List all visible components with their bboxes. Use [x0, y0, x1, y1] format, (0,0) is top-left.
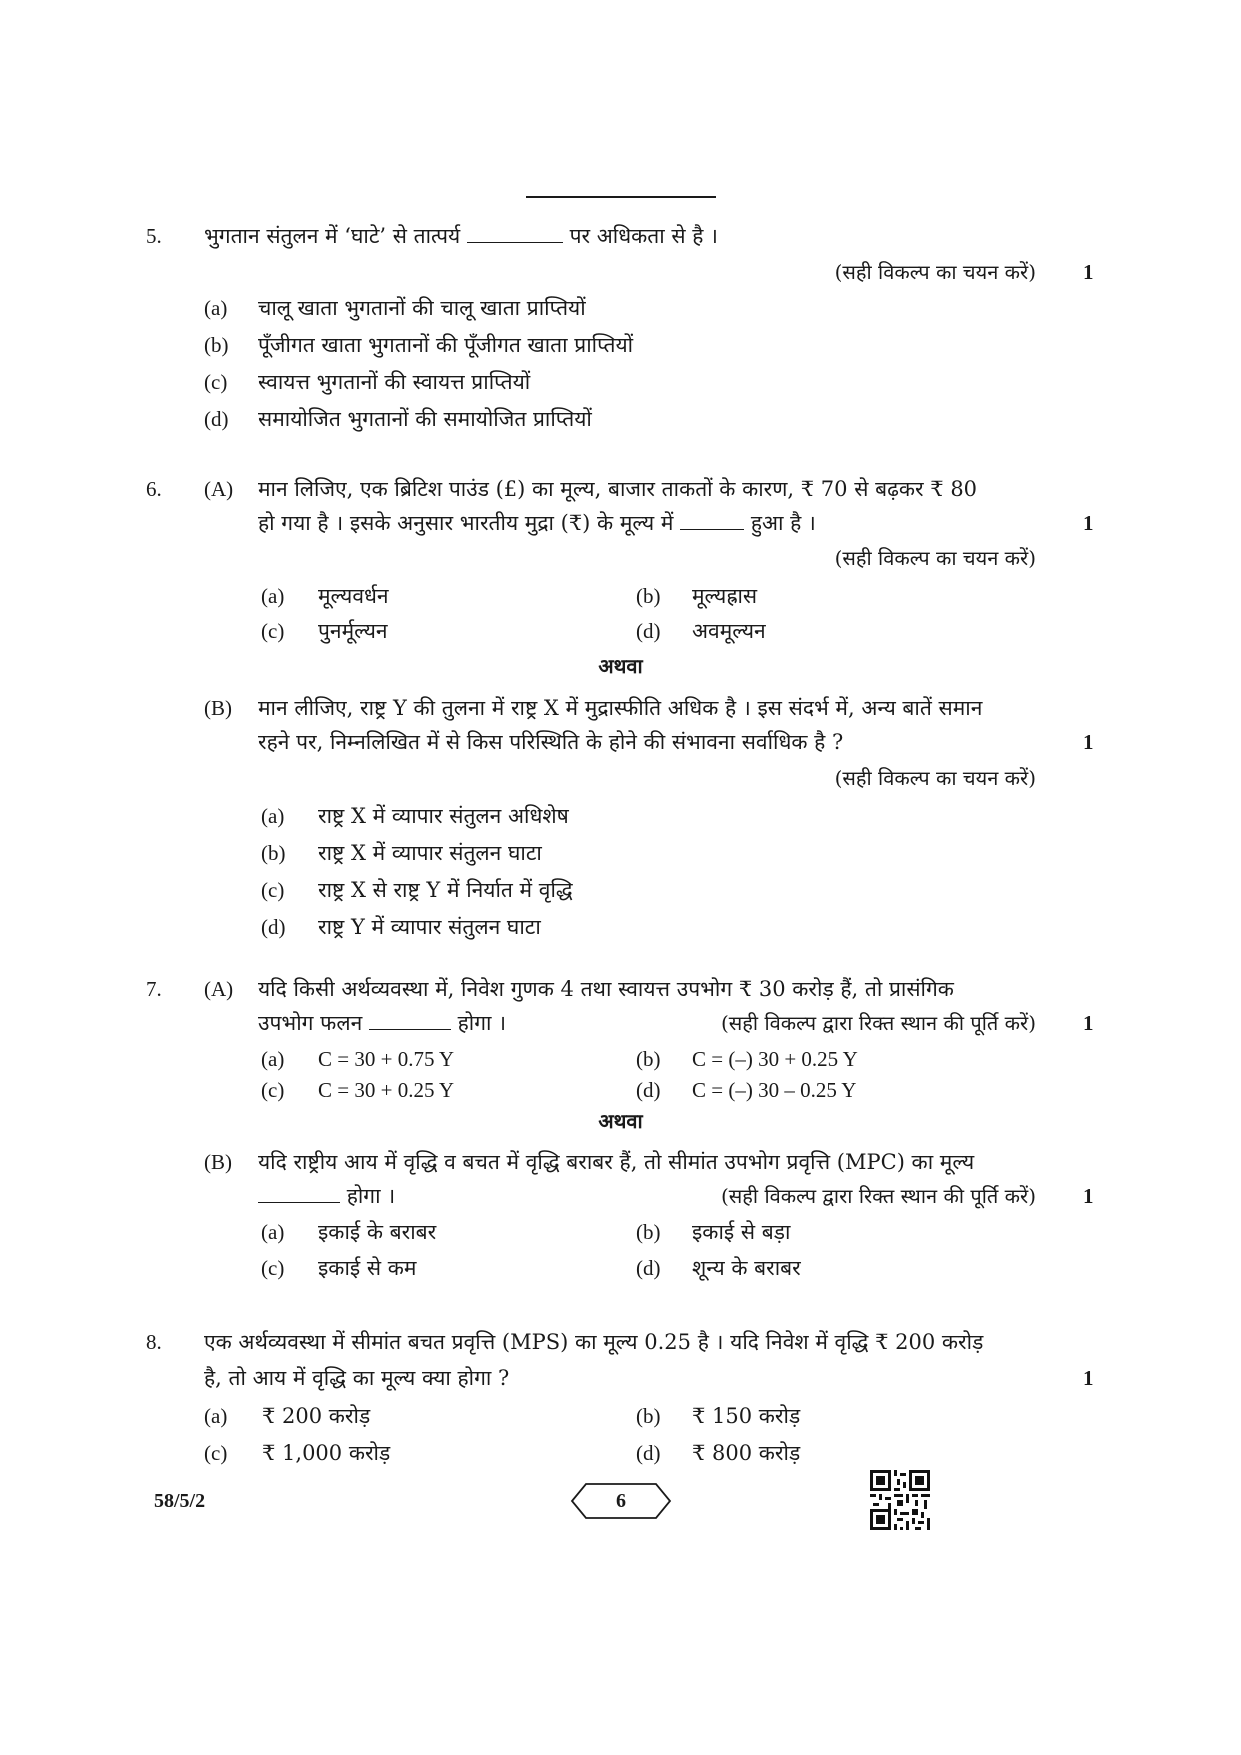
or-separator: अथवा — [598, 1109, 643, 1133]
option-text: पुनर्मूल्यन — [318, 619, 388, 643]
option-label: (b) — [204, 333, 229, 357]
option-text: चालू खाता भुगतानों की चालू खाता प्राप्तियों — [258, 296, 586, 320]
marks: 1 — [1083, 730, 1094, 754]
answer-blank — [467, 224, 563, 243]
option-label: (d) — [636, 1078, 661, 1102]
section-divider — [526, 196, 716, 198]
question-text-part: पर अधिकता से है । — [569, 224, 719, 248]
option-label: (c) — [204, 1441, 228, 1465]
option-label: (c) — [261, 1256, 285, 1280]
instruction-hint: (सही विकल्प द्वारा रिक्त स्थान की पूर्ति करें) — [720, 1011, 1036, 1035]
option-label: (c) — [261, 619, 285, 643]
option-text: ₹ 200 करोड़ — [262, 1404, 371, 1428]
option-text: इकाई के बराबर — [318, 1220, 437, 1244]
page-number: 6 — [616, 1490, 626, 1512]
question-text: एक अर्थव्यवस्था में सीमांत बचत प्रवृत्ति (MPS) का मूल्य 0.25 है । यदि निवेश में वृद्धि ₹ 200 करोड़ — [204, 1330, 984, 1354]
marks: 1 — [1083, 511, 1094, 535]
question-text-part: होगा । — [346, 1184, 396, 1208]
option-text: समायोजित भुगतानों की समायोजित प्राप्तियों — [258, 407, 592, 431]
question-number: 8. — [146, 1330, 162, 1354]
option-text: राष्ट्र X में व्यापार संतुलन घाटा — [318, 841, 542, 865]
marks: 1 — [1083, 1366, 1094, 1390]
sub-question-label: (B) — [204, 696, 232, 720]
option-label: (c) — [261, 1078, 285, 1102]
option-text: ₹ 150 करोड़ — [692, 1404, 801, 1428]
question-text — [258, 1009, 506, 1037]
sub-question-label: (B) — [204, 1150, 232, 1174]
question-number: 5. — [146, 224, 162, 248]
option-label: (a) — [261, 804, 285, 828]
option-text: शून्य के बराबर — [692, 1256, 801, 1280]
option-label: (d) — [636, 619, 661, 643]
option-label: (d) — [204, 407, 229, 431]
option-text: पूँजीगत खाता भुगतानों की पूँजीगत खाता प्राप्तियों — [258, 333, 634, 357]
option-label: (a) — [204, 1404, 228, 1428]
qr-code-icon — [870, 1470, 930, 1530]
option-text: राष्ट्र X से राष्ट्र Y में निर्यात में वृद्धि — [318, 878, 573, 902]
answer-blank — [680, 511, 744, 530]
marks: 1 — [1083, 1184, 1094, 1208]
option-label: (a) — [204, 296, 228, 320]
option-text: मूल्यवर्धन — [318, 584, 389, 608]
sub-question-label: (A) — [204, 977, 234, 1001]
option-label: (b) — [636, 584, 661, 608]
option-text: C = (–) 30 – 0.25 Y — [692, 1078, 857, 1102]
question-number: 6. — [146, 477, 162, 501]
sub-question-label: (A) — [204, 477, 234, 501]
option-label: (d) — [636, 1441, 661, 1465]
question-text-part: हुआ है । — [750, 511, 816, 535]
answer-blank — [258, 1184, 340, 1203]
question-text: यदि किसी अर्थव्यवस्था में, निवेश गुणक 4 तथा स्वायत्त उपभोग ₹ 30 करोड़ हैं, तो प्रासंगिक — [258, 977, 954, 1001]
option-text: अवमूल्यन — [692, 619, 766, 643]
option-text: मूल्यह्रास — [692, 584, 758, 608]
answer-blank — [369, 1011, 451, 1030]
question-text: रहने पर, निम्नलिखित में से किस परिस्थिति के होने की संभावना सर्वाधिक है ? — [258, 730, 844, 754]
question-text — [204, 222, 718, 250]
qr-code — [870, 1470, 930, 1534]
instruction-hint: (सही विकल्प का चयन करें) — [834, 766, 1036, 790]
question-text: मान लिजिए, एक ब्रिटिश पाउंड (£) का मूल्य, बाजार ताकतों के कारण, ₹ 70 से बढ़कर ₹ 80 — [258, 477, 978, 501]
paper-code: 58/5/2 — [154, 1490, 206, 1512]
question-text: यदि राष्ट्रीय आय में वृद्धि व बचत में वृद्धि बराबर हैं, तो सीमांत उपभोग प्रवृत्ति (MPC) का मूल्य — [258, 1150, 975, 1174]
option-label: (a) — [261, 1220, 285, 1244]
question-text: मान लीजिए, राष्ट्र Y की तुलना में राष्ट्र X में मुद्रास्फीति अधिक है । इस संदर्भ में, अन्य बातें समान — [258, 696, 983, 720]
page-number-badge — [570, 1482, 672, 1524]
question-text-part: हो गया है । इसके अनुसार भारतीय मुद्रा (₹) के मूल्य में — [258, 511, 674, 535]
option-text: C = (–) 30 + 0.25 Y — [692, 1047, 858, 1071]
option-text: C = 30 + 0.75 Y — [318, 1047, 455, 1071]
question-text — [258, 1182, 395, 1210]
marks: 1 — [1083, 1011, 1094, 1035]
option-label: (b) — [636, 1404, 661, 1428]
option-text: राष्ट्र X में व्यापार संतुलन अधिशेष — [318, 804, 569, 828]
option-text: राष्ट्र Y में व्यापार संतुलन घाटा — [318, 915, 541, 939]
question-text — [258, 509, 816, 537]
question-text-part: होगा । — [457, 1011, 507, 1035]
question-number: 7. — [146, 977, 162, 1001]
option-label: (c) — [261, 878, 285, 902]
option-label: (b) — [261, 841, 286, 865]
option-label: (a) — [261, 584, 285, 608]
option-label: (b) — [636, 1220, 661, 1244]
question-text-part: भुगतान संतुलन में ‘घाटे’ से तात्पर्य — [204, 224, 461, 248]
option-text: इकाई से कम — [318, 1256, 417, 1280]
option-text: इकाई से बड़ा — [692, 1220, 791, 1244]
option-label: (a) — [261, 1047, 285, 1071]
instruction-hint: (सही विकल्प का चयन करें) — [834, 546, 1036, 570]
instruction-hint: (सही विकल्प का चयन करें) — [834, 260, 1036, 284]
or-separator: अथवा — [598, 654, 643, 678]
instruction-hint: (सही विकल्प द्वारा रिक्त स्थान की पूर्ति करें) — [720, 1184, 1036, 1208]
option-text: ₹ 1,000 करोड़ — [262, 1441, 391, 1465]
question-text: है, तो आय में वृद्धि का मूल्य क्या होगा ? — [204, 1366, 510, 1390]
marks: 1 — [1083, 260, 1094, 284]
question-text-part: उपभोग फलन — [258, 1011, 363, 1035]
option-text: ₹ 800 करोड़ — [692, 1441, 801, 1465]
option-text: C = 30 + 0.25 Y — [318, 1078, 455, 1102]
option-label: (c) — [204, 370, 228, 394]
option-text: स्वायत्त भुगतानों की स्वायत्त प्राप्तियों — [258, 370, 531, 394]
option-label: (d) — [261, 915, 286, 939]
option-label: (b) — [636, 1047, 661, 1071]
option-label: (d) — [636, 1256, 661, 1280]
